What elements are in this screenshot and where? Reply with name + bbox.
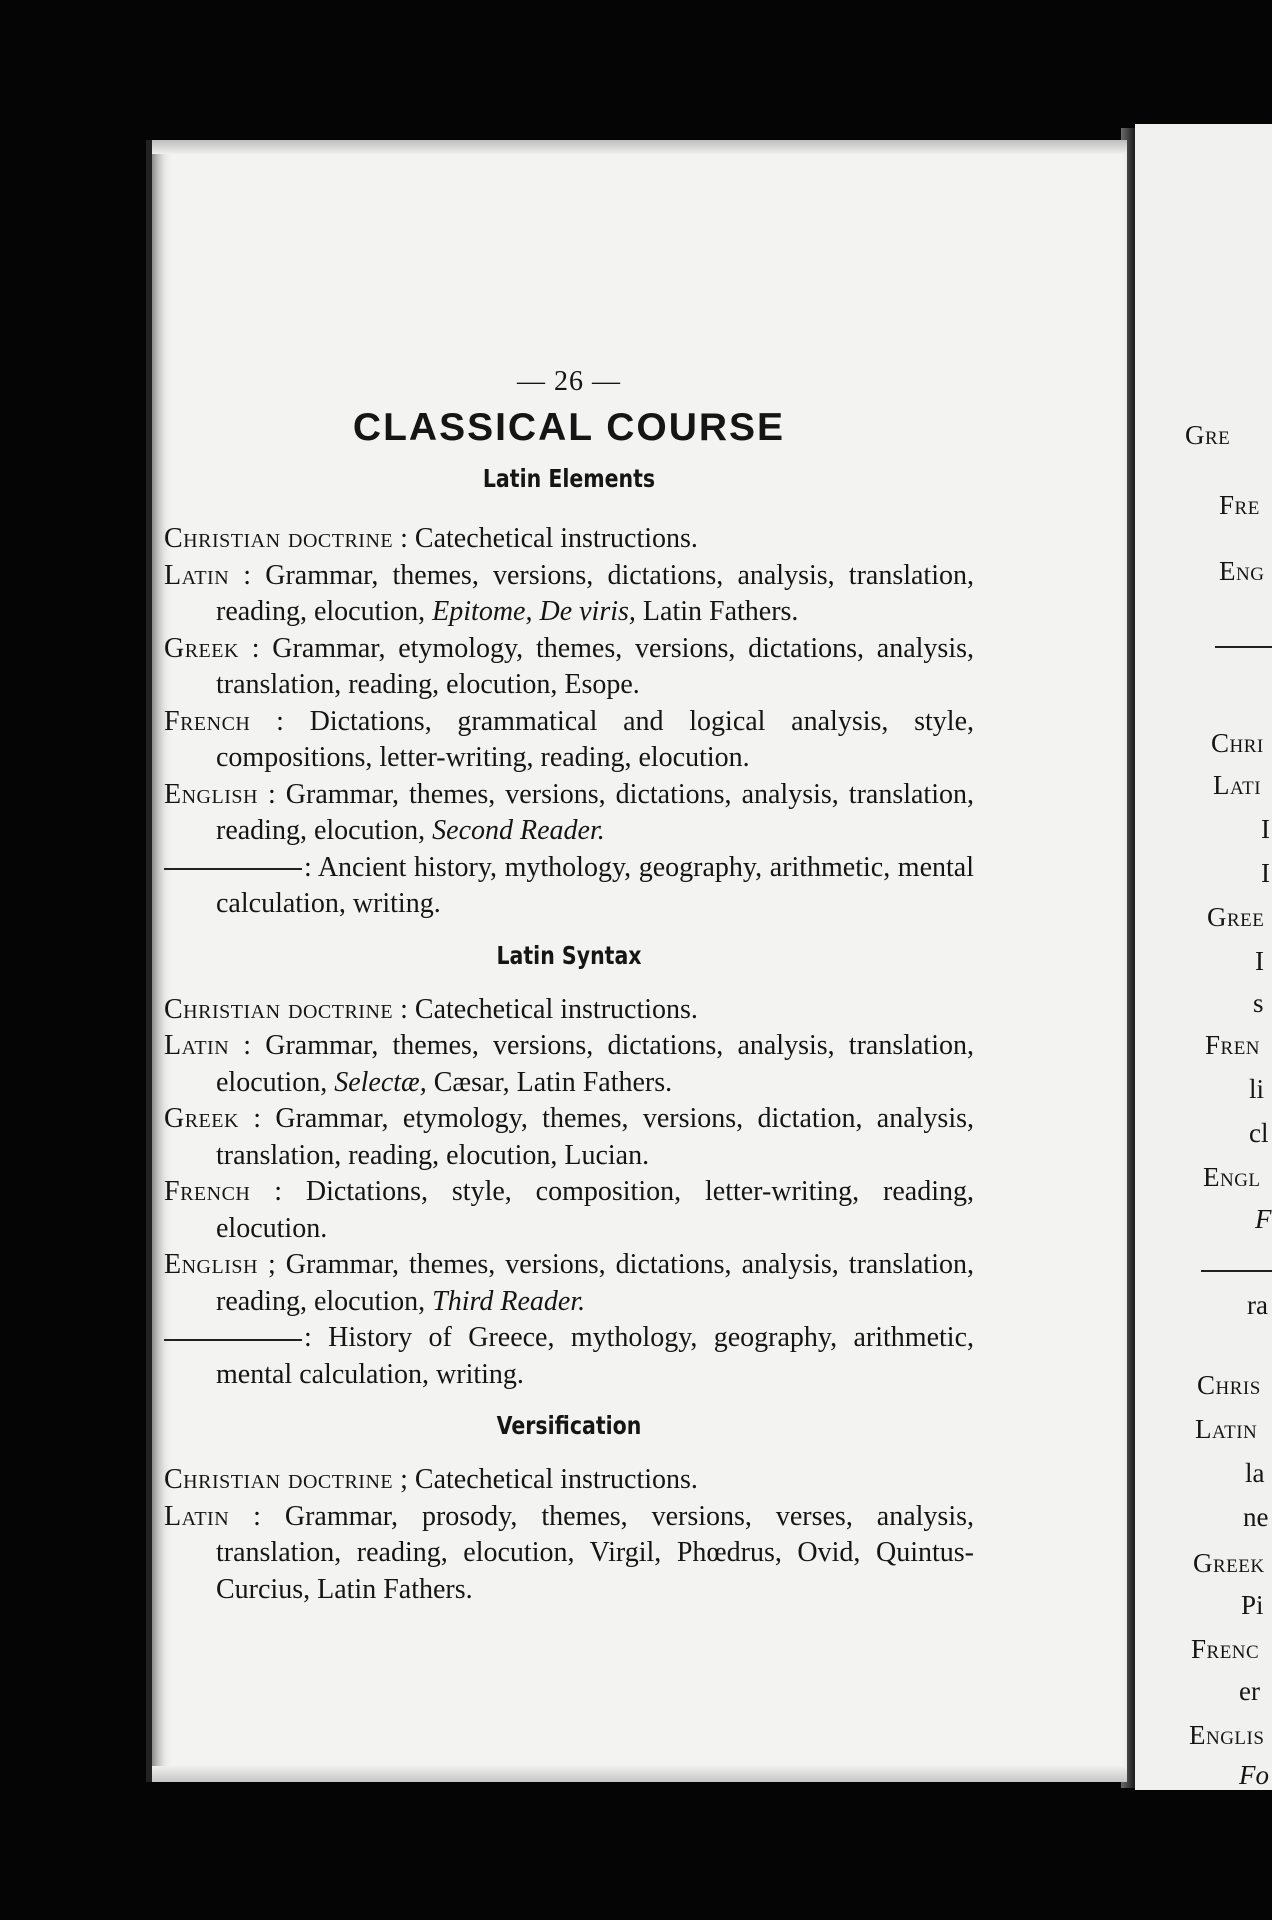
subject-label: Greek	[164, 1103, 239, 1134]
separator: :	[229, 559, 266, 591]
ditto-dash	[164, 1339, 302, 1341]
entry-italic-text: Selectæ,	[334, 1066, 427, 1098]
facing-fragment: Chri	[1211, 728, 1264, 758]
facing-rule	[1201, 1270, 1272, 1272]
entry-text: : History of Greece, mythology, geography, arithmetic, mental calculation, writing.	[216, 1322, 974, 1390]
facing-page	[1135, 124, 1272, 1790]
page-content	[164, 230, 974, 1608]
facing-fragment: Engl	[1203, 1162, 1261, 1192]
separator: :	[257, 778, 286, 810]
separator: :	[229, 1500, 285, 1532]
entry-greek	[164, 1101, 974, 1174]
facing-fragment: Fre	[1219, 490, 1260, 520]
facing-fragment: Gree	[1207, 902, 1265, 932]
entry-christian-doctrine	[164, 992, 974, 1029]
entry-english	[164, 1247, 974, 1320]
facing-fragment: la	[1245, 1458, 1265, 1488]
subject-label: French	[164, 705, 251, 737]
section-title: Latin Syntax	[496, 940, 642, 970]
entry-text: Dictations, style, composition, letter-writing, reading, elocution.	[216, 1176, 975, 1244]
subject-label: Christian doctrine	[164, 993, 394, 1025]
entry-general-studies	[164, 1320, 974, 1393]
entry-english	[164, 777, 974, 850]
entry-latin	[164, 1499, 974, 1609]
entry-text: Dictations, grammatical and logical analysis, style, compositions, letter-writing, reading, elocution.	[216, 705, 975, 773]
entry-text-tail: Cæsar, Latin Fathers.	[426, 1066, 673, 1098]
facing-fragment: I	[1261, 814, 1270, 844]
facing-fragment: cl	[1249, 1118, 1269, 1148]
section-latin-syntax	[164, 941, 974, 1394]
separator: :	[250, 705, 310, 737]
entry-text: : Ancient history, mythology, geography, arithmetic, mental calculation, writing.	[216, 851, 974, 919]
section-title: Latin Elements	[482, 464, 656, 493]
entry-italic-text: Epitome, De viris,	[432, 596, 636, 627]
section-title: Versification	[496, 1411, 642, 1440]
entry-christian-doctrine	[164, 521, 974, 558]
entry-text: Grammar, etymology, themes, versions, dictations, analysis, translation, reading, elocution, Esope.	[216, 632, 974, 700]
separator: :	[393, 523, 415, 554]
facing-fragment: Gre	[1185, 420, 1231, 450]
section-versification	[164, 1411, 974, 1608]
facing-fragment: ra	[1247, 1290, 1268, 1320]
entry-latin	[164, 558, 974, 631]
facing-fragment: Lati	[1213, 770, 1262, 800]
subject-label: French	[164, 1176, 251, 1207]
facing-fragment: Chris	[1197, 1370, 1261, 1400]
entry-text: Grammar, prosody, themes, versions, verses, analysis, translation, reading, elocution, Virgil, Phœdrus, Ovid, Quintus-Curcius, Latin Fathers.	[216, 1500, 974, 1605]
facing-fragment: I	[1261, 858, 1270, 888]
subject-label: Latin	[164, 1030, 230, 1061]
separator: :	[393, 993, 415, 1025]
subject-label: Latin	[164, 1500, 230, 1532]
entry-christian-doctrine	[164, 1462, 974, 1499]
entry-text: Catechetical instructions.	[414, 1464, 698, 1495]
entry-general-studies	[164, 850, 974, 923]
separator: :	[238, 632, 273, 664]
section-latin-elements	[164, 464, 974, 923]
facing-fragment: Frenc	[1191, 1634, 1260, 1664]
separator: :	[229, 1030, 266, 1061]
facing-fragment: Fo	[1239, 1760, 1269, 1790]
facing-fragment: Pi	[1241, 1590, 1264, 1620]
facing-fragment: Eng	[1219, 556, 1265, 586]
page-top-edge	[152, 140, 1127, 154]
subject-label: English	[164, 1249, 258, 1280]
course-title: CLASSICAL COURSE	[352, 406, 786, 449]
facing-fragment: ne	[1243, 1502, 1269, 1532]
subject-label: Christian doctrine	[164, 523, 394, 554]
ditto-dash	[164, 868, 302, 870]
entry-greek	[164, 631, 974, 704]
separator: ;	[393, 1464, 415, 1495]
facing-fragment: Englis	[1189, 1720, 1265, 1750]
entry-italic-text: Second Reader.	[432, 815, 605, 846]
entry-latin	[164, 1028, 974, 1101]
facing-fragment: s	[1253, 988, 1264, 1018]
facing-fragment: li	[1249, 1074, 1265, 1104]
facing-fragment: I	[1255, 946, 1264, 976]
entry-text: Catechetical instructions.	[414, 523, 698, 554]
facing-fragment: Latin	[1195, 1414, 1258, 1444]
entry-french	[164, 1174, 974, 1247]
entry-text: Grammar, themes, versions, dictations, analysis, translation, reading, elocution,	[216, 778, 974, 846]
facing-fragment: Greek	[1193, 1548, 1265, 1578]
entry-french	[164, 704, 974, 777]
separator: :	[250, 1176, 306, 1207]
subject-label: Latin	[164, 559, 230, 591]
facing-fragment: Fren	[1205, 1030, 1261, 1060]
facing-fragment: F	[1255, 1204, 1272, 1234]
entry-text: Grammar, themes, versions, dictations, analysis, translation, reading, elocution,	[216, 1249, 974, 1317]
entry-text: Catechetical instructions.	[414, 993, 698, 1025]
page-bottom-edge	[152, 1766, 1127, 1782]
subject-label: Christian doctrine	[164, 1464, 394, 1495]
subject-label: English	[164, 778, 258, 810]
subject-label: Greek	[164, 632, 239, 664]
entry-text: Grammar, themes, versions, dictations, analysis, translation, elocution,	[216, 1030, 974, 1098]
entry-text: Grammar, themes, versions, dictations, analysis, translation, reading, elocution,	[216, 559, 974, 627]
entry-text: Grammar, etymology, themes, versions, dictation, analysis, translation, reading, elocution, Lucian.	[216, 1103, 974, 1171]
facing-rule	[1215, 646, 1272, 648]
separator: ;	[257, 1249, 286, 1280]
page-number: — 26 —	[517, 366, 621, 397]
separator: :	[238, 1103, 276, 1134]
entry-text-tail: Latin Fathers.	[635, 596, 799, 627]
entry-italic-text: Third Reader.	[432, 1285, 586, 1317]
facing-fragment: er	[1239, 1676, 1260, 1706]
